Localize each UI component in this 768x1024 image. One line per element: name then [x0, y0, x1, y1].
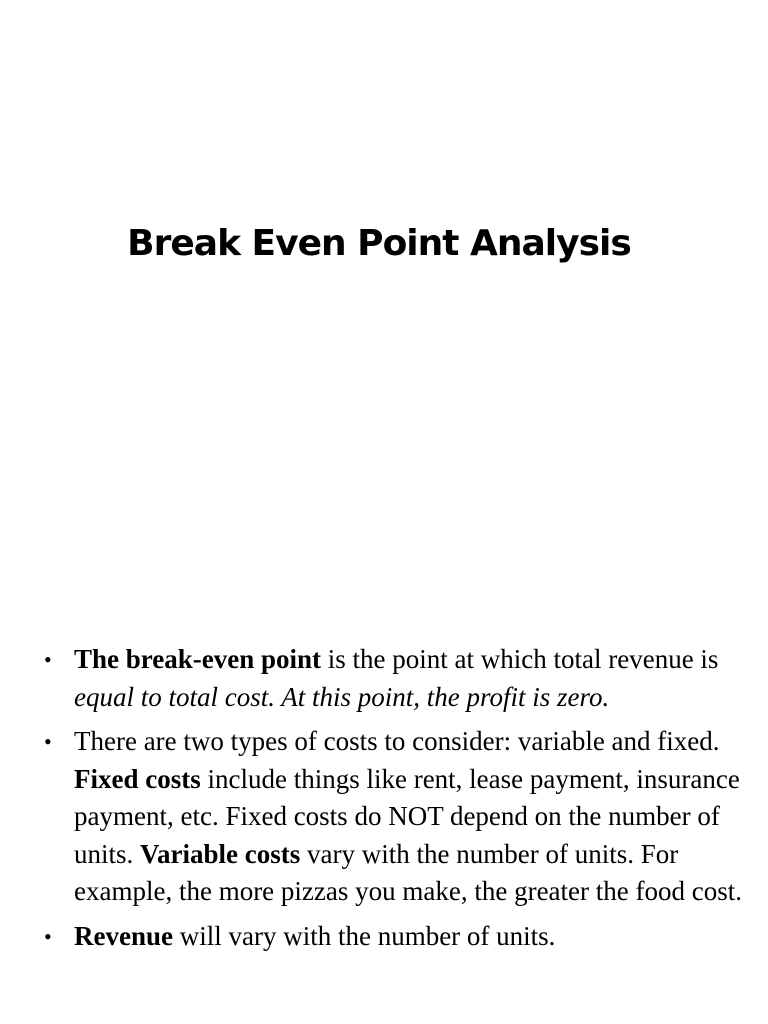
text-segment: The break-even point [74, 644, 322, 674]
text-segment: will vary with the number of units. [172, 920, 556, 951]
bullet-text [74, 641, 744, 716]
bullet-icon: • [44, 729, 52, 754]
text-segment: equal to total cost. At this point, the profit is zero. [74, 681, 610, 712]
bullet-item-cost-types [44, 723, 744, 911]
bullet-text [74, 723, 744, 911]
text-segment: vary with the number of units. For example, the more pizzas you make, the greater the food cost. [74, 838, 742, 906]
text-segment: Variable costs [140, 838, 301, 869]
text-segment: include things like rent, lease payment, insurance payment, etc. Fixed costs do NOT depend on the number of units. [74, 763, 740, 869]
bullet-list [44, 641, 744, 962]
bullet-icon: • [44, 647, 52, 672]
bullet-icon: • [44, 923, 52, 949]
text-segment: Fixed costs [74, 763, 201, 794]
bullet-text [74, 918, 744, 956]
text-segment: There are two types of costs to consider: variable and fixed. [74, 726, 720, 756]
text-segment: is the point at which total revenue is [321, 644, 719, 674]
text-segment: Revenue [74, 920, 173, 951]
bullet-item-break-even-definition [44, 641, 744, 716]
slide-title: Break Even Point Analysis [127, 223, 631, 264]
bullet-item-revenue [44, 918, 744, 956]
